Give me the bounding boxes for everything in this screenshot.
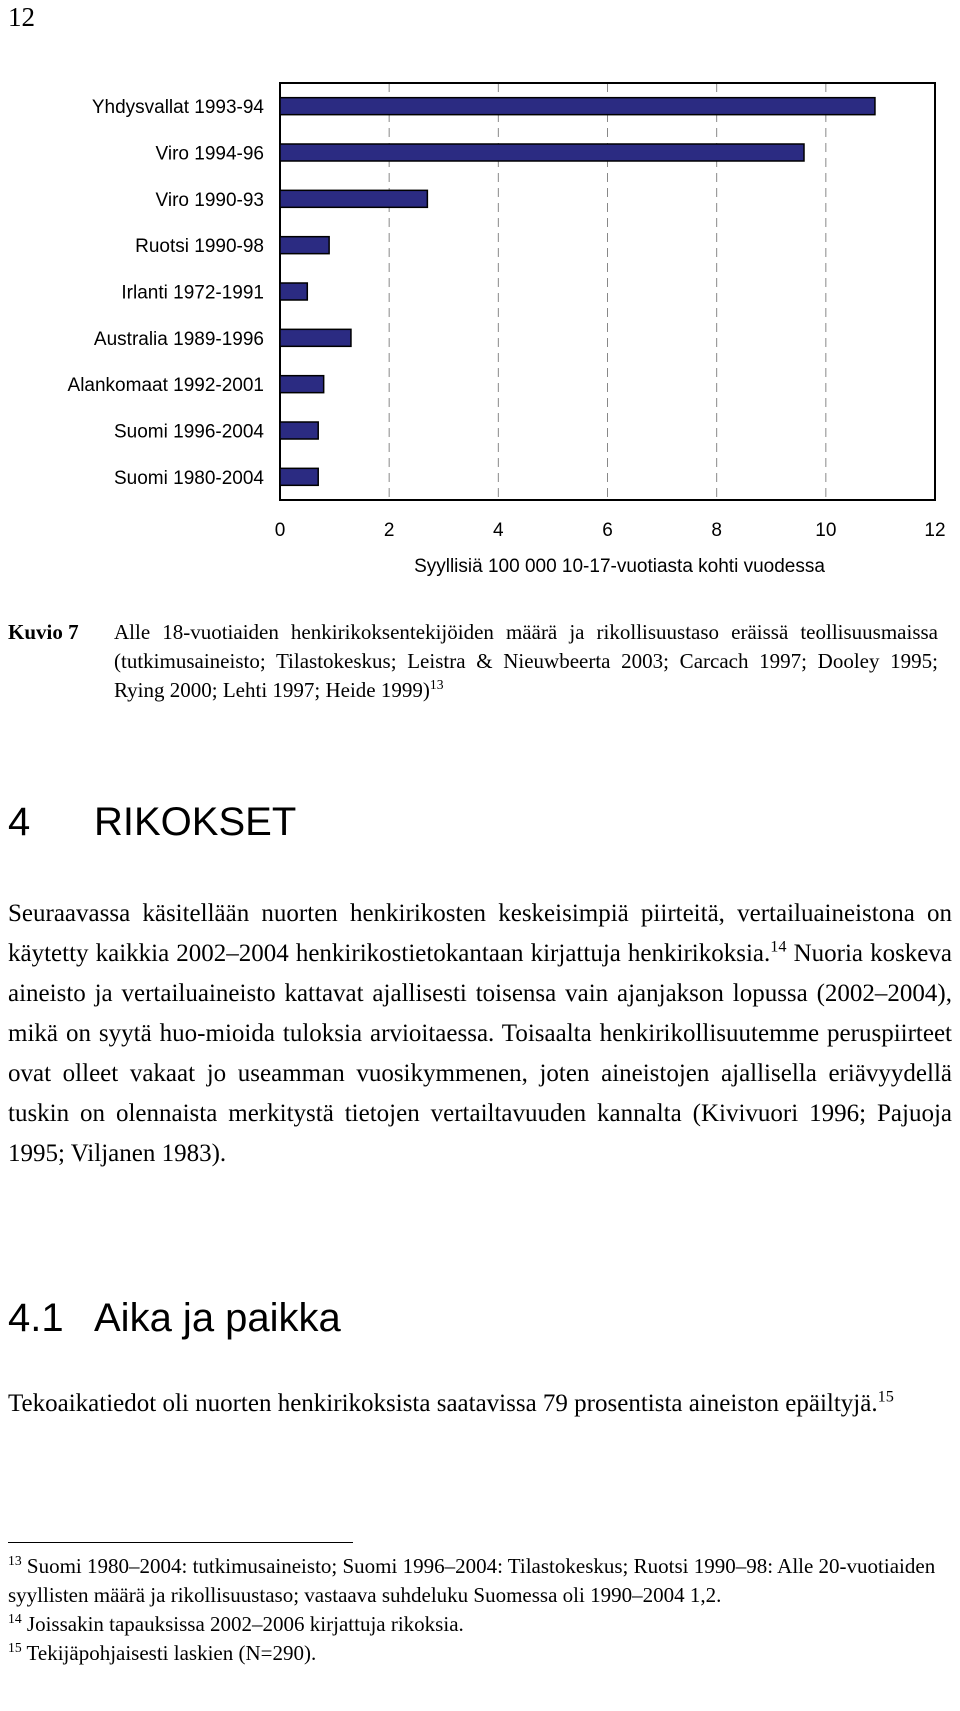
section-title: RIKOKSET: [94, 800, 297, 844]
footnote-14: $^{14}$ Joissakin tapauksissa 2002–2006 kirjattuja rikoksia.: [8, 1611, 464, 1636]
footnote-ref-15: 15: [877, 1387, 894, 1406]
bar: [280, 237, 329, 254]
caption-text: Alle 18-vuotiaiden henkirikoksentekijöiden määrä ja rikollisuustaso eräissä teollisuusmaissa (tutkimusaineisto; Tilastokeskus; Leistra & Nieuwbeerta 2003; Carcach 1997; Dooley 1995; Rying 2000; Lehti 1997; Heide 1999)$^{13}$: [114, 620, 938, 702]
bar: [280, 376, 324, 393]
category-label: Ruotsi 1990-98: [135, 236, 264, 258]
x-tick-label: 12: [924, 520, 946, 541]
footnote-13: $^{13}$ Suomi 1980–2004: tutkimusaineisto; Suomi 1996–2004: Tilastokeskus; Ruotsi 1990–98: Alle 20-vuotiaiden syyllisten määrä ja rikollisuustaso; vastaava suhdeluku Suomessa oli 1990–2004 1,2.: [8, 1553, 936, 1607]
bar: [280, 468, 318, 485]
bar: [280, 329, 351, 346]
category-label: Viro 1990-93: [155, 189, 264, 211]
category-label: Yhdysvallat 1993-94: [91, 97, 264, 119]
bar: [280, 422, 318, 439]
footnotes: [8, 1552, 952, 1668]
category-label: Irlanti 1972-1991: [121, 282, 264, 304]
subsection-title: Aika ja paikka: [94, 1296, 341, 1340]
category-label: Australia 1989-1996: [93, 328, 264, 350]
x-tick-label: 6: [602, 520, 613, 541]
x-tick-label: 2: [383, 520, 395, 541]
paragraph-1: Seuraavassa käsitellään nuorten henkirikosten keskeisimpiä piirteitä, vertailuaineistona on käytetty kaikkia 2002–2004 henkirikostietokantaan kirjattuja henkirikoksia.$^{14}$ Nuoria koskeva aineisto ja vertailuaineisto kattavat ajallisesti toisensa vain ajanjakson lopussa (2002–2004), mikä on syytä huo-mioida tuloksia arvioitaessa. Toisaalta henkirikollisuutemme peruspiirteet ovat olleet vakaat jo useamman vuosikymmenen, joten aineistojen ajallisella eriävyydellä tuskin on olennaista merkitystä tietojen vertailtavuuden kannalta (Kivivuori 1996; Pajuoja 1995; Viljanen 1983).: [8, 900, 953, 1167]
subsection-number: 4.1: [8, 1296, 64, 1340]
category-label: Alankomaat 1992-2001: [67, 375, 264, 397]
category-label: Suomi 1996-2004: [114, 421, 264, 443]
x-tick-label: 8: [711, 520, 722, 541]
page-number: 12: [8, 2, 35, 32]
footnote-ref-14: 14: [770, 937, 787, 956]
section-heading: [8, 800, 296, 845]
footnote-divider: [8, 1542, 353, 1543]
section-number: 4: [8, 800, 31, 844]
caption-label: Kuvio 7: [8, 620, 79, 644]
bar: [280, 283, 307, 300]
footnote-15: $^{15}$ Tekijäpohjaisesti laskien (N=290).: [8, 1640, 317, 1665]
x-tick-label: 0: [274, 520, 286, 541]
category-label: Viro 1994-96: [155, 143, 264, 165]
x-tick-label: 10: [815, 520, 837, 541]
x-axis-label: Syyllisiä 100 000 10-17-vuotiasta kohti vuodessa: [414, 556, 825, 577]
paragraph-2: Tekoaikatiedot oli nuorten henkirikoksista saatavissa 79 prosentista aineiston epäiltyjä.$^{15}$: [8, 1387, 894, 1417]
x-tick-label: 4: [493, 520, 504, 541]
bar: [280, 98, 875, 115]
bar-chart: [0, 75, 960, 577]
category-label: Suomi 1980-2004: [114, 467, 264, 489]
subsection-heading: [8, 1296, 341, 1341]
bar: [280, 144, 804, 161]
bar: [280, 190, 427, 207]
caption-footnote-ref: 13: [429, 677, 444, 692]
